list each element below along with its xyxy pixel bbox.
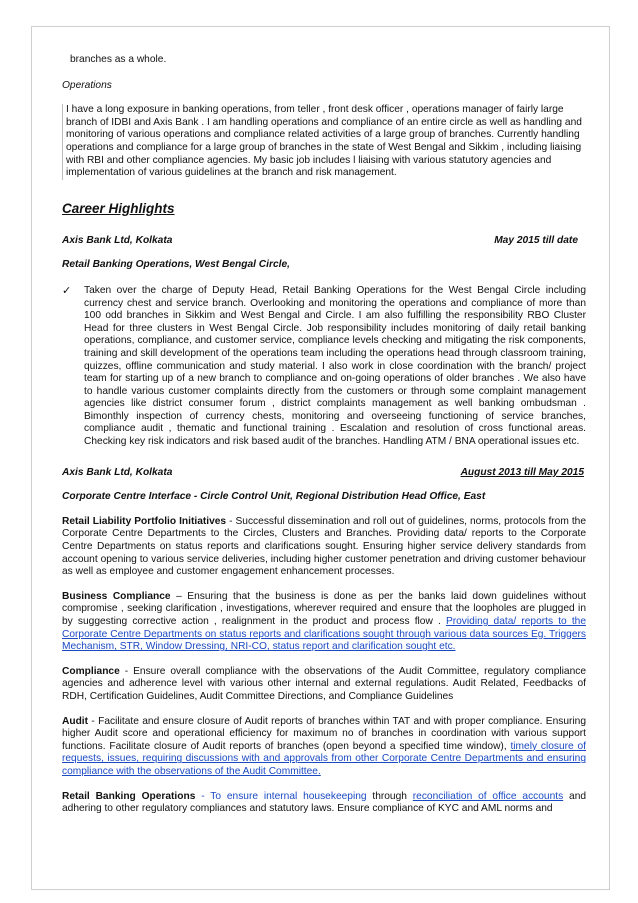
job1-bullet [62,285,586,449]
continued-line: branches as a whole. [70,54,167,65]
job2-dates: August 2013 till May 2015 [460,466,584,478]
business-compliance-link[interactable]: Providing data/ reports to the Corporate Centre Departments on status reports and clarifications sought through various data sources Eg. Triggers Mechanism, STR, Window Dressing, NRI-CO, status report and clarification sought etc. [62,616,586,653]
job1-employer: Axis Bank Ltd, Kolkata [62,234,173,246]
audit-text: - Facilitate and ensure closure of Audit reports of branches within TAT and with proper compliance. Ensuring higher Audit score and operational efficiency for maximum no of branches in coordination with various support functions. Facilitate closure of Audit reports of branches (open beyond a specified time window), [62,715,586,752]
business-compliance-title: Business Compliance [62,590,171,602]
retail-liability-paragraph [62,516,586,579]
retail-banking-ops-title: Retail Banking Operations [62,790,196,802]
document-body [62,54,586,816]
retail-banking-ops-tail: and adhering to other regulatory compliances and statutory laws. Ensure compliance of KYC and AML norms and [62,790,587,815]
retail-banking-ops-paragraph [62,791,586,816]
job1-bullet-text: Taken over the charge of Deputy Head, Retail Banking Operations for the West Bengal Circle including currency chest and service branch. Overlooking and monitoring the operations and compliance of more than 100 odd branches in Sikkim and West Bengal and Circle. I am also fulfilling the responsibility RBO Cluster Head for three clusters in West Bengal Circle. Job responsibility includes monitoring of daily retail banking operations, compliance, and customer service, compliance levels checking and mitigating the risk components, training and skill development of the operations team including the operations head through classroom training, quizzes, offline communication and study material. I also work in close coordination with the branch/ project team for starting up of a new branch to compliance and on-going operations of older branches . We also have to handle various customer complaints directly from the customers or through some complaint management agencies like district consumer forum , district complaints management as well banking ombudsman . Bimonthly inspection of currency chests, monitoring and overseeing functioning of service branches, compliance audit , thematic and functional training . Escalation and resolution of cross functional areas. Checking key risk indicators and risk based audit of the branches. Handling ATM / BNA operational issues etc. [84,284,586,448]
retail-banking-ops-blue-text: - To ensure internal housekeeping [195,790,367,802]
job2-employer: Axis Bank Ltd, Kolkata [62,466,173,478]
retail-liability-title: Retail Liability Portfolio Initiatives [62,515,227,527]
compliance-text: - Ensure overall compliance with the observations of the Audit Committee, regulatory compliance agencies and adherence level with various other internal and external regulations. Audit Related, Feedbacks of RDH, Certification Guidelines, Audit Committee Directions, and Compliance Guidelines [62,665,586,702]
operations-label: Operations [62,79,112,91]
job1-dates: May 2015 till date [494,234,578,246]
compliance-title: Compliance [62,665,120,677]
audit-paragraph [62,716,586,779]
career-highlights-heading: Career Highlights [62,200,175,216]
business-compliance-text: – Ensuring that the business is done as per the banks laid down guidelines without compromise , seeking clarification , investigations, wherever required and ensure that the loopholes are plugged in by suggesting corrective action , realignment in the product and process flow . [62,590,586,627]
job1-header [62,235,586,248]
retail-liability-text: - Successful dissemination and roll out of guidelines, norms, protocols from the Corporate Centre Departments to the Circles, Clusters and Branches. Providing data/ reports to the Corporate Centre Departments on status reports and clarifications sought. Ensuring higher service delivery standards from account opening to various service deliveries, including higher customer penetration and driving customer behaviour as well as employee and customer engagement enhancement processes. [62,515,587,578]
compliance-paragraph [62,666,586,704]
reconciliation-link[interactable]: reconciliation of office accounts [412,790,564,802]
audit-title: Audit [62,715,89,727]
business-compliance-paragraph [62,591,586,654]
retail-banking-ops-mid: through [366,790,413,802]
checkmark-icon: ✓ [62,284,72,297]
job1-role: Retail Banking Operations, West Bengal Circle, [62,259,290,271]
job2-role: Corporate Centre Interface - Circle Control Unit, Regional Distribution Head Office, East [62,491,486,503]
audit-link[interactable]: timely closure of requests, issues, requiring discussions with and approvals from other Corporate Centre Departments and ensuring compliance with the observations of the Audit Committee. [62,740,586,777]
operations-paragraph: I have a long exposure in banking operations, from teller , front desk officer , operations manager of fairly large branch of IDBI and Axis Bank . I am handling operations and compliance of an entire circle as well as handling and monitoring of various operations and compliance related activities of a large group of branches. Currently handling operations and compliance for a large group of branches in the state of West Bengal and Sikkim , including liaising with RBI and other compliance agencies. My basic job includes l liaising with various statutory agencies and implementation of various guidelines at the branch and risk management. [62,104,586,180]
job2-header [62,467,586,480]
